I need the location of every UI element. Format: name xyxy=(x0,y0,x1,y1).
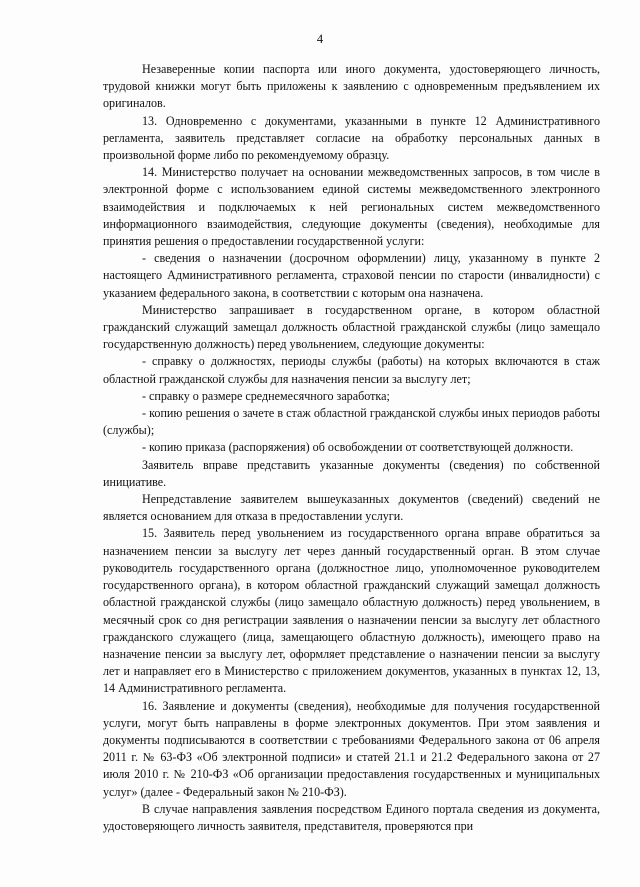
paragraph: 13. Одновременно с документами, указанными в пункте 12 Административного регламента, заявитель представляет согласие на обработку персональных данных в произвольной форме либо по рекомендуемому образцу. xyxy=(103,113,600,163)
paragraph: - копию решения о зачете в стаж областной гражданской службы иных периодов работы (службы); xyxy=(103,406,600,438)
paragraph: - справку о должностях, периоды службы (работы) на которых включаются в стаж областной гражданской службы для назначения пенсии за выслугу лет; xyxy=(103,354,600,386)
paragraph: 14. Министерство получает на основании межведомственных запросов, в том числе в электронной форме с использованием единой системы межведомственного электронного взаимодействия и подключаемых к ней региональных систем межведомственного информационного взаимодействия, следующие документы (сведения), необходимые для принятия решения о предоставлении государственной услуги: xyxy=(103,165,600,249)
paragraph: Незаверенные копии паспорта или иного документа, удостоверяющего личность, трудовой книжки могут быть приложены к заявлению с одновременным предъявлением их оригиналов. xyxy=(103,62,600,111)
paragraph: 16. Заявление и документы (сведения), необходимые для получения государственной услуги, могут быть направлены в форме электронных документов. При этом заявления и документы подписываются в соответствии с требованиями Федерального закона от 06 апреля 2011 г. № 63-ФЗ «Об электронной подписи» и статей 21.1 и 21.2 Федерального закона от 27 июля 2010 г. № 210-ФЗ «Об организации предоставления государственных и муниципальных услуг» (далее - Федеральный закон № 210-ФЗ). xyxy=(103,698,600,799)
paragraph: Заявитель вправе представить указанные документы (сведения) по собственной инициативе. xyxy=(103,457,600,489)
paragraph: - сведения о назначении (досрочном оформлении) лицу, указанному в пункте 2 настоящего Административного регламента, страховой пенсии по старости (инвалидности) с указанием федерального закона, в соответствии с которым она назначена. xyxy=(103,251,600,300)
document-body xyxy=(103,61,600,835)
paragraph: - копию приказа (распоряжения) об освобождении от соответствующей должности. xyxy=(142,440,574,455)
paragraph: Министерство запрашивает в государственном органе, в котором областной гражданский служащий замещал должность областной гражданской службы (лицо замещало государственную должность) перед увольнением, следующие документы: xyxy=(103,302,600,352)
paragraph: - справку о размере среднемесячного заработка; xyxy=(142,388,390,403)
page-number: 4 xyxy=(316,32,324,46)
paragraph: Непредставление заявителем вышеуказанных документов (сведений) сведений не является основанием для отказа в предоставлении услуги. xyxy=(103,492,600,524)
paragraph: 15. Заявитель перед увольнением из государственного органа вправе обратиться за назначением пенсии за выслугу лет через данный государственный орган. В этом случае руководитель государственного органа (должностное лицо, уполномоченное руководителем государственного органа), в котором областной гражданский служащий замещал должность областной гражданской службы (лицо замещало областную должность) перед увольнением, в месячный срок со дня регистрации заявления о назначении пенсии за выслугу лет областного гражданского служащего (лица, замещающего областную должность), имеющего право на назначение пенсии за выслугу лет, оформляет представление о назначении пенсии за выслугу лет и направляет его в Министерство с приложением документов, указанных в пунктах 12, 13, 14 Административного регламента. xyxy=(103,526,600,696)
paragraph: В случае направления заявления посредством Единого портала сведения из документа, удостоверяющего личность заявителя, представителя, проверяются при xyxy=(103,801,600,833)
